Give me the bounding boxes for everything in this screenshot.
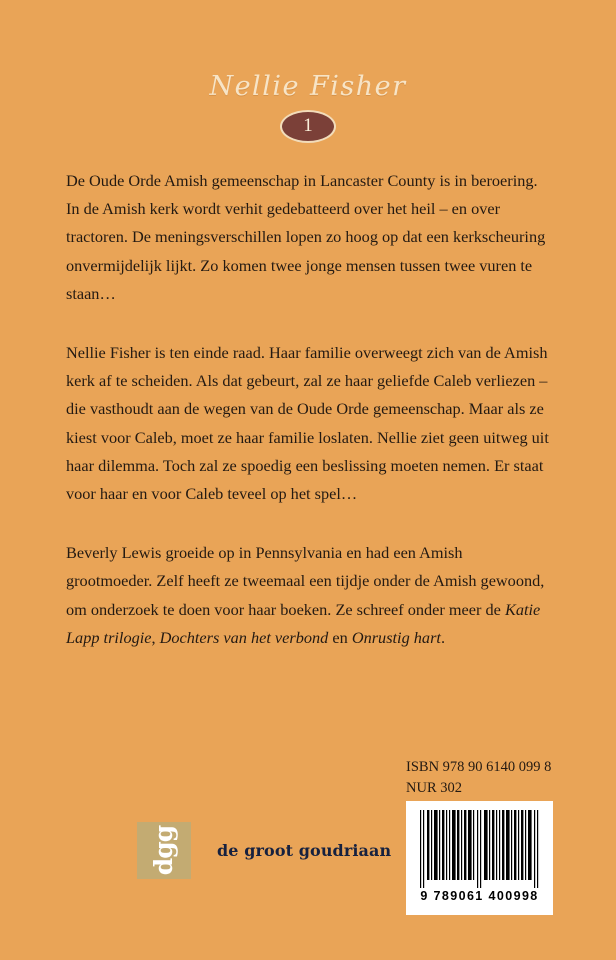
- publisher-logo-icon: [137, 822, 191, 879]
- book-title-katie-lapp: Katie Lapp trilogie: [66, 599, 541, 647]
- series-header: [0, 72, 616, 143]
- author-note-sep-1: ,: [151, 627, 160, 647]
- publisher-name: de groot goudriaan: [217, 841, 392, 860]
- author-note-tail: .: [440, 627, 446, 647]
- identifier-block: [406, 757, 551, 799]
- barcode-digits: 9 789061 400998: [420, 889, 539, 903]
- series-title: Nellie Fisher: [209, 71, 407, 102]
- book-title-onrustig-hart: Onrustig hart: [351, 627, 441, 647]
- author-note-sep-2: en: [328, 627, 352, 647]
- blurb-text-block: [66, 167, 550, 652]
- author-note-lead: Beverly Lewis groeide op in Pennsylvania en had een Amish grootmoeder. Zelf heeft ze tweemaal een tijdje onder de Amish gewoond, om onderzoek te doen voor haar boeken. Ze schreef onder meer de: [66, 543, 545, 619]
- volume-badge-wrapper: [0, 110, 616, 143]
- publisher-block: [137, 822, 391, 879]
- volume-number: 1: [303, 115, 313, 137]
- barcode-bars-icon: [416, 810, 543, 888]
- volume-badge: [280, 110, 336, 143]
- publisher-monogram: dgg: [149, 825, 179, 876]
- isbn-line: ISBN 978 90 6140 099 8: [406, 759, 552, 775]
- barcode: [406, 801, 553, 915]
- blurb-paragraph-2: Nellie Fisher is ten einde raad. Haar familie overweegt zich van de Amish kerk af te scheiden. Als dat gebeurt, zal ze haar geliefde Caleb verliezen – die vasthoudt aan de wegen van de Oude Orde gemeenschap. Maar als ze kiest voor Caleb, moet ze haar familie loslaten. Nellie ziet geen uitweg uit haar dilemma. Toch zal ze spoedig een beslissing moeten nemen. Er staat voor haar en voor Caleb teveel op het spel…: [66, 343, 549, 504]
- book-title-dochters-van-het-verbond: Dochters van het verbond: [159, 627, 329, 647]
- blurb-paragraph-1: De Oude Orde Amish gemeenschap in Lancaster County is in beroering. In de Amish kerk wordt verhit gedebatteerd over het heil – en over tractoren. De meningsverschillen lopen zo hoog op dat een kerkscheuring onvermijdelijk lijkt. Zo komen twee jonge mensen tussen twee vuren te staan…: [66, 171, 546, 303]
- nur-line: NUR 302: [406, 780, 462, 796]
- author-note-paragraph: [66, 539, 550, 652]
